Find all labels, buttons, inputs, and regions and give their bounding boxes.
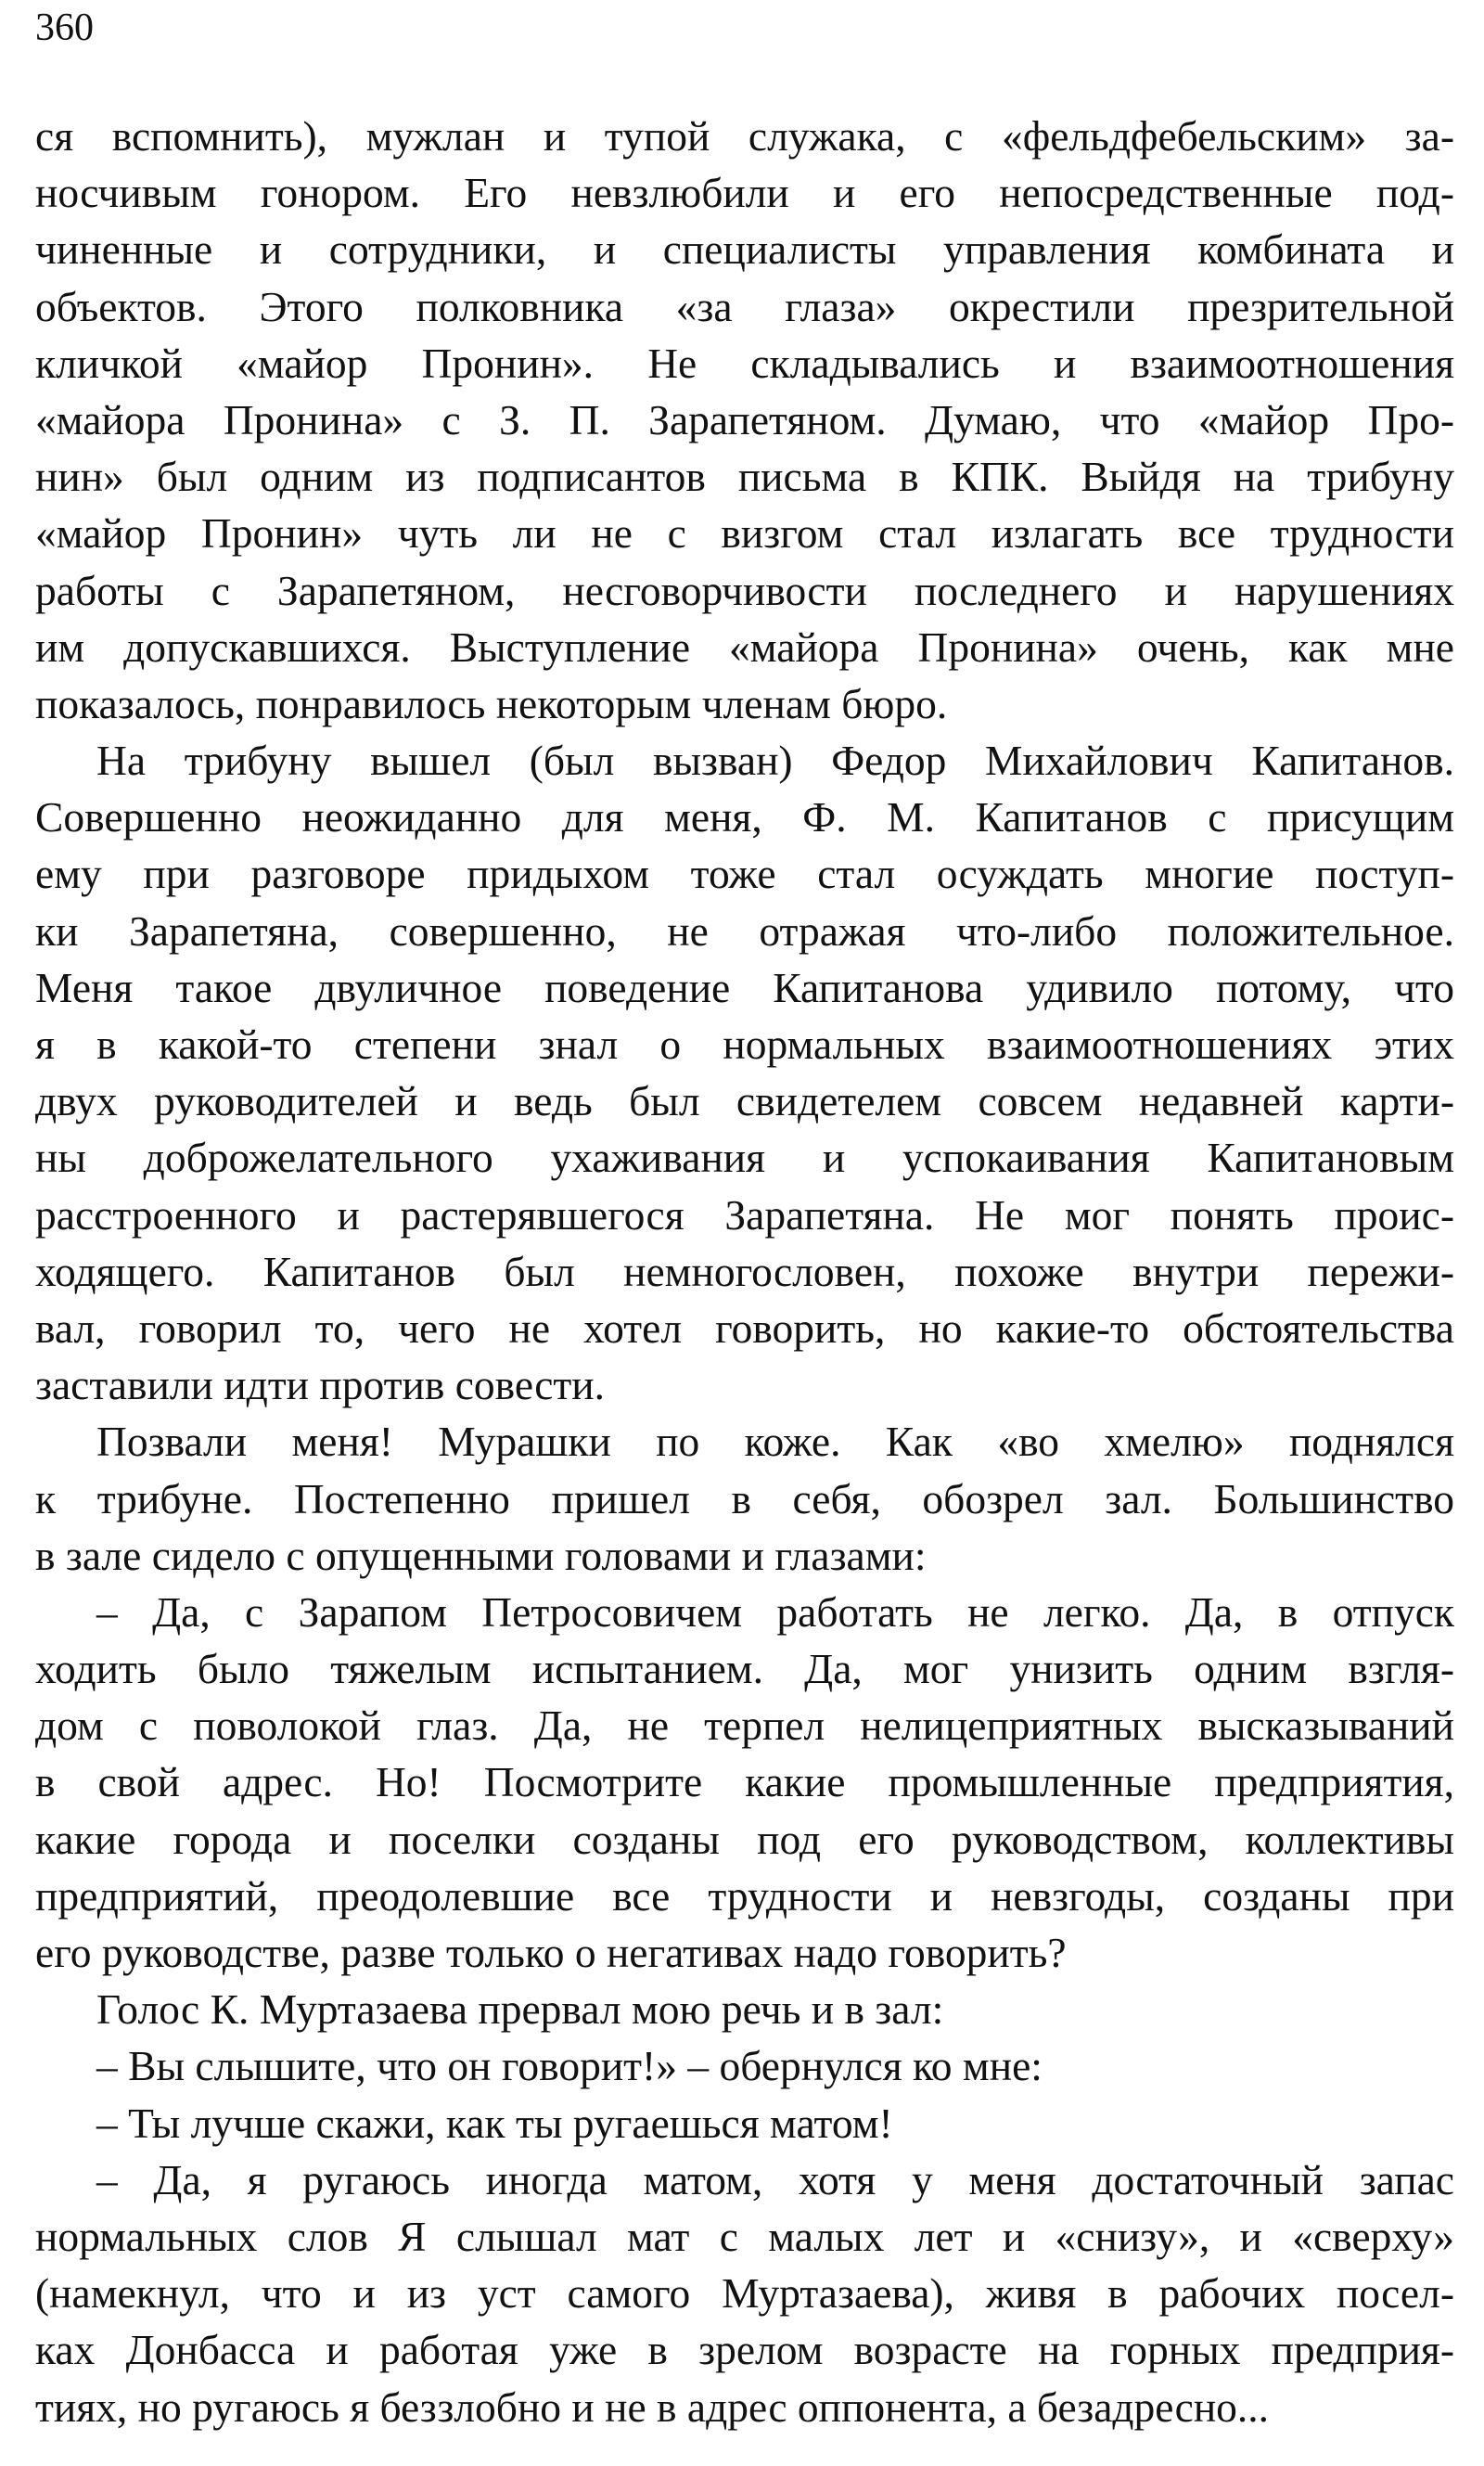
text-line: – Ты лучше скажи, как ты ругаешься матом! [96, 2099, 893, 2147]
text-line: ся вспомнить), мужлан и тупой служака, с «фельдфебельским» за- [35, 112, 1454, 160]
text-line: объектов. Этого полковника «за глаза» окрестили презрительной [35, 282, 1454, 330]
text-line: работы с Зарапетяном, несговорчивости последнего и нарушениях [35, 566, 1454, 614]
text-line: «майор Пронин» чуть ли не с визгом стал излагать все трудности [35, 509, 1454, 558]
text-line: его руководстве, разве только о негативах надо говорить? [35, 1929, 1067, 1976]
text-line: я в какой-то степени знал о нормальных взаимоотношениях этих [35, 1021, 1454, 1068]
text-line: ны доброжелательного ухаживания и успокаивания Капитановым [35, 1134, 1454, 1182]
text-line: – Да, я ругаюсь иногда матом, хотя у меня достаточный запас [96, 2155, 1454, 2203]
text-line: заставили идти против совести. [35, 1361, 606, 1409]
text-line: ходить было тяжелым испытанием. Да, мог унизить одним взгля- [35, 1645, 1454, 1693]
text-line: ему при разговоре придыхом тоже стал осуждать многие поступ- [35, 850, 1454, 898]
text-line: – Да, с Зарапом Петросовичем работать не легко. Да, в отпуск [96, 1587, 1454, 1636]
text-line: Меня такое двуличное поведение Капитанова удивило потому, что [35, 963, 1454, 1011]
text-line: двух руководителей и ведь был свидетелем совсем недавней карти- [35, 1077, 1454, 1125]
text-line: нин» был одним из подписантов письма в КПК. Выйдя на трибуну [35, 453, 1454, 501]
text-line: Совершенно неожиданно для меня, Ф. М. Капитанов с присущим [35, 793, 1454, 841]
text-line: расстроенного и растерявшегося Зарапетяна. Не мог понять проис- [35, 1190, 1454, 1239]
body-text [35, 108, 1454, 2435]
text-line: (намекнул, что и из уст самого Муртазаева), живя в рабочих посел- [35, 2269, 1454, 2318]
text-line: кличкой «майор Пронин». Не складывались и взаимоотношения [35, 339, 1454, 387]
text-line: ках Донбасса и работая уже в зрелом возрасте на горных предприя- [35, 2326, 1454, 2374]
text-line: чиненные и сотрудники, и специалисты управления комбината и [35, 225, 1454, 274]
text-line: На трибуну вышел (был вызван) Федор Михайлович Капитанов. [96, 737, 1454, 785]
text-line: тиях, но ругаюсь я беззлобно и не в адрес оппонента, а безадресно... [35, 2383, 1270, 2431]
text-line: «майора Пронина» с З. П. Зарапетяном. Думаю, что «майор Про- [35, 395, 1454, 443]
page-number: 360 [35, 6, 94, 49]
text-line: им допускавшихся. Выступление «майора Пронина» очень, как мне [35, 623, 1454, 671]
text-line: показалось, понравилось некоторым членам бюро. [35, 679, 948, 727]
text-line: вал, говорил то, чего не хотел говорить, но какие-то обстоятельства [35, 1304, 1454, 1352]
text-line: дом с поволокой глаз. Да, не терпел нелицеприятных высказываний [35, 1702, 1454, 1750]
text-line: нормальных слов Я слышал мат с малых лет и «снизу», и «сверху» [35, 2212, 1454, 2260]
text-line: к трибуне. Постепенно пришел в себя, обозрел зал. Большинство [35, 1474, 1454, 1522]
text-line: ки Зарапетяна, совершенно, не отражая что-либо положительное. [35, 906, 1454, 955]
text-line: ходящего. Капитанов был немногословен, похоже внутри пережи- [35, 1247, 1454, 1295]
text-line: Позвали меня! Мурашки по коже. Как «во хмелю» поднялся [96, 1418, 1454, 1466]
text-line: в свой адрес. Но! Посмотрите какие промышленные предприятия, [35, 1758, 1454, 1806]
text-line: предприятий, преодолевшие все трудности и невзгоды, созданы при [35, 1871, 1454, 1920]
text-line: носчивым гонором. Его невзлюбили и его непосредственные под- [35, 169, 1454, 217]
text-line: – Вы слышите, что он говорит!» – обернулся ко мне: [96, 2042, 1043, 2090]
text-line: Голос К. Муртазаева прервал мою речь и в зал: [96, 1985, 944, 2034]
text-line: в зале сидело с опущенными головами и глазами: [35, 1531, 927, 1579]
text-line: какие города и поселки созданы под его руководством, коллективы [35, 1815, 1454, 1863]
